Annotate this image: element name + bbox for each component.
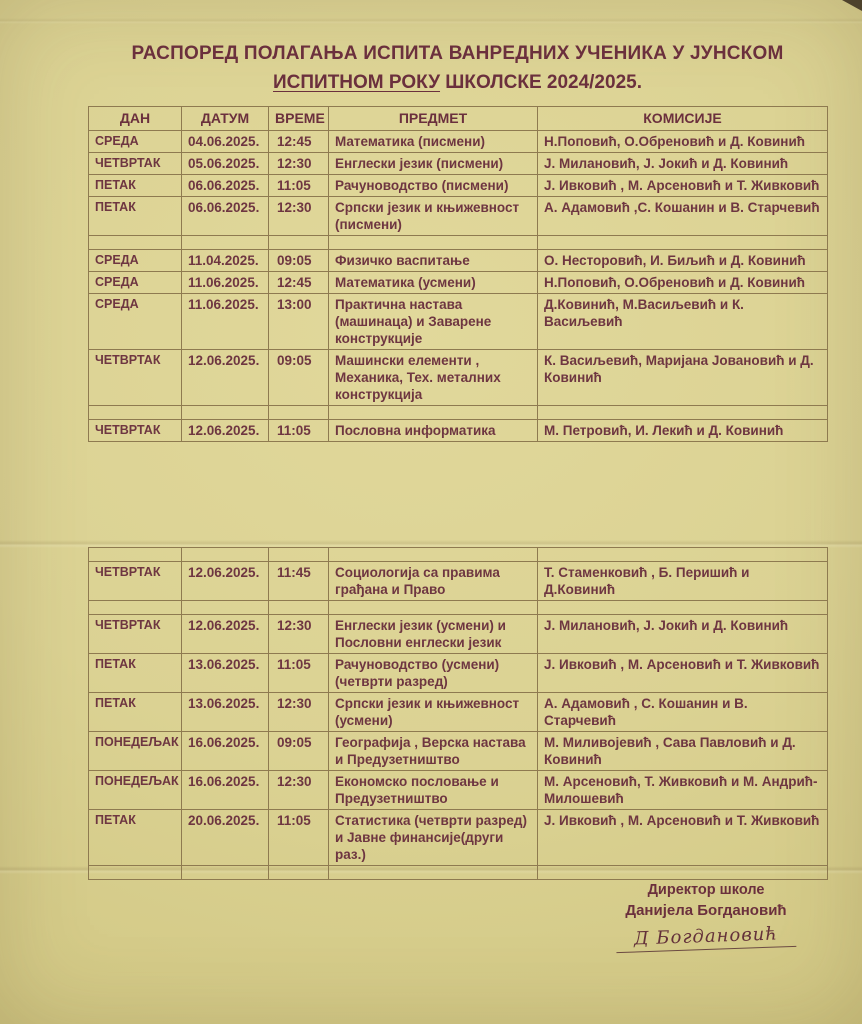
cell-subject: Физичко васпитање [329,250,538,272]
cell-date: 16.06.2025. [182,771,269,810]
cell-time: 12:30 [269,197,329,236]
cell-date: 13.06.2025. [182,654,269,693]
cell-time: 09:05 [269,250,329,272]
cell-day: СРЕДА [89,250,182,272]
spacer-row [89,866,828,880]
cell-subject: Рачуноводство (писмени) [329,175,538,197]
cell-day: ЧЕТВРТАК [89,153,182,175]
cell-time: 11:05 [269,810,329,866]
spacer-row [89,236,828,250]
cell-date: 05.06.2025. [182,153,269,175]
exam-schedule-table-upper [88,106,828,442]
cell-subject [329,406,538,420]
cell-time: 12:30 [269,771,329,810]
cell-commission: Т. Стаменковић , Б. Перишић и Д.Ковинић [538,562,828,601]
cell-time: 12:45 [269,131,329,153]
cell-commission: Ј. Милановић, Ј. Јокић и Д. Ковинић [538,153,828,175]
cell-day: ЧЕТВРТАК [89,420,182,442]
cell-commission: Н.Поповић, О.Обреновић и Д. Ковинић [538,131,828,153]
cell-time: 11:05 [269,654,329,693]
cell-date: 11.04.2025. [182,250,269,272]
document-title [88,42,827,96]
cell-commission: Д.Ковинић, М.Васиљевић и К. Васиљевић [538,294,828,350]
cell-day [89,601,182,615]
schedule-row [89,294,828,350]
cell-time [269,236,329,250]
cell-time: 11:05 [269,420,329,442]
cell-subject [329,548,538,562]
cell-commission: Ј. Ивковић , М. Арсеновић и Т. Живковић [538,654,828,693]
cell-subject: Рачуноводство (усмени) (четврти разред) [329,654,538,693]
cell-date [182,601,269,615]
cell-day: ЧЕТВРТАК [89,615,182,654]
cell-time: 12:30 [269,153,329,175]
exam-schedule-table-lower [88,547,828,880]
cell-day: ПЕТАК [89,693,182,732]
schedule-row [89,250,828,272]
cell-date: 12.06.2025. [182,350,269,406]
schedule-row [89,153,828,175]
cell-subject [329,601,538,615]
cell-commission [538,548,828,562]
signature-block [575,880,837,950]
cell-time: 09:05 [269,350,329,406]
cell-day: ПЕТАК [89,654,182,693]
column-header: ДАН [89,107,182,131]
schedule-row [89,654,828,693]
cell-subject: Географија , Верска настава и Предузетништво [329,732,538,771]
cell-subject: Практична настава (машинаца) и Заварене конструкције [329,294,538,350]
cell-day: ЧЕТВРТАК [89,562,182,601]
cell-date: 12.06.2025. [182,562,269,601]
cell-commission: Ј. Ивковић , М. Арсеновић и Т. Живковић [538,175,828,197]
cell-date: 12.06.2025. [182,615,269,654]
cell-commission: А. Адамовић , С. Кошанин и В. Старчевић [538,693,828,732]
header-row [89,107,828,131]
cell-subject [329,866,538,880]
cell-day: СРЕДА [89,272,182,294]
cell-time: 11:45 [269,562,329,601]
cell-time: 13:00 [269,294,329,350]
cell-day: ЧЕТВРТАК [89,350,182,406]
cell-commission: Н.Поповић, О.Обреновић и Д. Ковинић [538,272,828,294]
column-header: КОМИСИЈЕ [538,107,828,131]
schedule-row [89,131,828,153]
cell-time: 12:30 [269,693,329,732]
schedule-row [89,732,828,771]
cell-subject: Енглески језик (писмени) [329,153,538,175]
column-header: ДАТУМ [182,107,269,131]
cell-subject: Машински елементи , Механика, Тех. металних конструкција [329,350,538,406]
schedule-row [89,420,828,442]
cell-subject: Социологија са правима грађана и Право [329,562,538,601]
title-line-1: РАСПОРЕД ПОЛАГАЊА ИСПИТА ВАНРЕДНИХ УЧЕНИКА У ЈУНСКОМ [131,43,784,64]
title-line-2 [88,70,827,96]
cell-time: 12:30 [269,615,329,654]
spacer-row [89,548,828,562]
schedule-row [89,810,828,866]
cell-time: 09:05 [269,732,329,771]
cell-day [89,236,182,250]
cell-date: 11.06.2025. [182,294,269,350]
cell-day: СРЕДА [89,294,182,350]
schedule-row [89,175,828,197]
photo-corner-notch [842,0,862,11]
cell-commission: О. Несторовић, И. Биљић и Д. Ковинић [538,250,828,272]
cell-date [182,236,269,250]
schedule-row [89,272,828,294]
cell-time [269,601,329,615]
cell-commission: К. Васиљевић, Маријана Јовановић и Д. Ковинић [538,350,828,406]
column-header: ВРЕМЕ [269,107,329,131]
cell-subject [329,236,538,250]
cell-commission: Ј. Милановић, Ј. Јокић и Д. Ковинић [538,615,828,654]
cell-date: 11.06.2025. [182,272,269,294]
spacer-row [89,601,828,615]
director-name: Данијела Богдановић [625,902,787,919]
cell-date: 12.06.2025. [182,420,269,442]
director-role-label: Директор школе [647,882,765,898]
fold-crease [0,18,862,24]
cell-day: ПЕТАК [89,810,182,866]
cell-commission: А. Адамовић ,С. Кошанин и В. Старчевић [538,197,828,236]
cell-date: 06.06.2025. [182,175,269,197]
spacer-row [89,406,828,420]
cell-date: 06.06.2025. [182,197,269,236]
cell-commission [538,601,828,615]
cell-subject: Математика (усмени) [329,272,538,294]
schedule-row [89,771,828,810]
cell-day: ПЕТАК [89,197,182,236]
cell-subject: Српски језик и књижевност (усмени) [329,693,538,732]
cell-day [89,866,182,880]
cell-commission [538,236,828,250]
cell-date [182,548,269,562]
cell-subject: Математика (писмени) [329,131,538,153]
column-header: ПРЕДМЕТ [329,107,538,131]
cell-commission: М. Петровић, И. Лекић и Д. Ковинић [538,420,828,442]
schedule-row [89,562,828,601]
cell-time [269,866,329,880]
cell-commission: М. Арсеновић, Т. Живковић и М. Андрић-Милошевић [538,771,828,810]
cell-date: 13.06.2025. [182,693,269,732]
schedule-row [89,350,828,406]
cell-commission: М. Миливојевић , Сава Павловић и Д. Ковинић [538,732,828,771]
cell-day: ПЕТАК [89,175,182,197]
cell-time: 12:45 [269,272,329,294]
cell-subject: Српски језик и књижевност (писмени) [329,197,538,236]
title-underlined-part: ИСПИТНОМ РОКУ [273,72,441,93]
cell-date [182,866,269,880]
cell-commission: Ј. Ивковић , М. Арсеновић и Т. Живковић [538,810,828,866]
cell-subject: Пословна информатика [329,420,538,442]
cell-day [89,548,182,562]
cell-time [269,406,329,420]
cell-date: 04.06.2025. [182,131,269,153]
handwritten-signature: Д Богдановић [616,923,797,953]
cell-day: ПОНЕДЕЉАК [89,732,182,771]
cell-day [89,406,182,420]
schedule-row [89,615,828,654]
cell-commission [538,866,828,880]
cell-date: 16.06.2025. [182,732,269,771]
cell-day: ПОНЕДЕЉАК [89,771,182,810]
table-header [89,107,828,131]
cell-subject: Статистика (четврти разред) и Јавне финансије(други раз.) [329,810,538,866]
title-rest-part: ШКОЛСКЕ 2024/2025. [440,72,642,93]
cell-subject: Економско пословање и Предузетништво [329,771,538,810]
cell-time: 11:05 [269,175,329,197]
cell-date [182,406,269,420]
cell-subject: Енглески језик (усмени) и Пословни енглески језик [329,615,538,654]
cell-date: 20.06.2025. [182,810,269,866]
schedule-row [89,693,828,732]
cell-commission [538,406,828,420]
cell-time [269,548,329,562]
cell-day: СРЕДА [89,131,182,153]
schedule-row [89,197,828,236]
